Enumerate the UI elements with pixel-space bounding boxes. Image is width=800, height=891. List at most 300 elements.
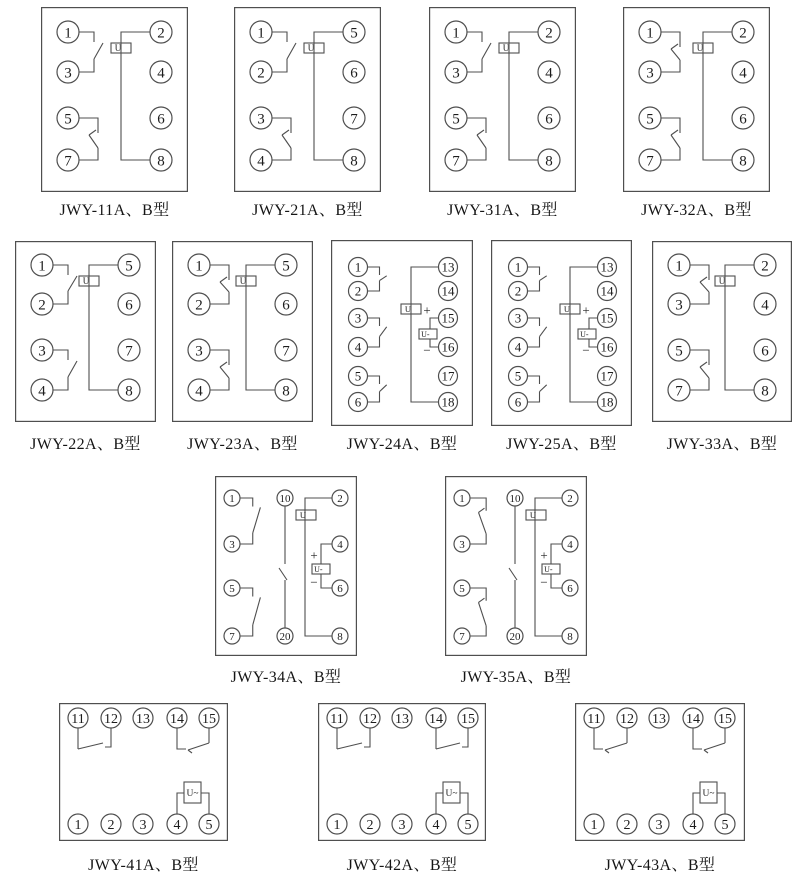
terminal-number: 5	[721, 817, 729, 833]
contact-blade	[700, 367, 709, 378]
terminal-number: 2	[354, 283, 362, 299]
contact-moving-lead	[79, 148, 98, 160]
terminal-number: 20	[509, 630, 521, 643]
terminal-number: 5	[229, 582, 235, 595]
contact-blade	[477, 135, 486, 148]
terminal-number: 6	[125, 297, 133, 314]
contact-blade	[68, 276, 77, 291]
terminal-number: 7	[125, 343, 133, 360]
terminal-number: 2	[107, 817, 115, 833]
terminal-number: 3	[195, 343, 203, 360]
relay-diagram-jwy23	[172, 241, 313, 427]
contact-moving-lead	[53, 377, 68, 390]
contact-arrow	[282, 130, 289, 135]
contact-arrow	[220, 277, 227, 282]
terminal-number: 13	[600, 259, 614, 275]
terminal-number: 5	[205, 817, 213, 833]
contact-moving-lead	[467, 59, 482, 72]
diagram-title: JWY-23A、B型	[187, 436, 298, 453]
diagram-title: JWY-33A、B型	[666, 436, 778, 453]
terminal-number: 8	[350, 153, 358, 170]
diagram-canvas	[331, 240, 473, 426]
contact-arrow	[700, 277, 707, 282]
terminal-number: 5	[125, 258, 133, 275]
contact-blade	[380, 276, 387, 281]
contact-blade	[704, 743, 725, 750]
contact-fixed-lead	[528, 267, 540, 275]
coil-label: U~	[445, 788, 458, 799]
aux-wire-top	[551, 544, 562, 564]
terminal-number: 5	[452, 111, 460, 128]
contact-blade	[253, 507, 261, 533]
contact-moving-lead	[210, 378, 229, 390]
coil-label: U	[82, 276, 90, 287]
contact-blade	[540, 385, 547, 392]
contact-blade	[540, 276, 547, 281]
diagram-canvas	[172, 241, 313, 422]
terminal-number: 11	[587, 711, 601, 727]
diagram-title: JWY-21A、B型	[252, 202, 363, 219]
terminal-number: 7	[459, 630, 465, 643]
contact-arrow	[700, 362, 707, 367]
terminal-number: 1	[74, 817, 82, 833]
contact-moving-lead	[240, 533, 253, 544]
coil-label: U	[696, 43, 704, 54]
terminal-number: 5	[464, 817, 472, 833]
plus-sign: +	[540, 547, 548, 563]
diagram-title: JWY-25A、B型	[506, 436, 617, 453]
minus-sign: −	[540, 574, 548, 590]
diagram-canvas	[445, 476, 587, 656]
terminal-number: 3	[655, 817, 663, 833]
diagram-canvas	[652, 241, 792, 422]
relay-diagram-jwy33	[652, 241, 792, 427]
minus-sign: −	[310, 574, 318, 590]
contact-fixed-lead	[272, 32, 287, 42]
relay-diagram-jwy41	[59, 703, 228, 846]
plus-sign: +	[423, 302, 431, 318]
terminal-number: 13	[136, 711, 150, 727]
contact-arrow	[188, 750, 192, 753]
terminal-number: 6	[157, 111, 165, 128]
terminal-number: 2	[257, 65, 265, 82]
aux-wire-top	[589, 318, 598, 329]
relay-diagram-jwy34	[215, 476, 357, 661]
terminal-number: 15	[600, 310, 614, 326]
diagram-title: JWY-43A、B型	[604, 857, 716, 874]
relay-diagram-jwy31	[429, 7, 576, 197]
coil-wire-left	[177, 793, 184, 814]
relay-diagram-jwy32	[623, 7, 770, 197]
terminal-number: 11	[330, 711, 344, 727]
coil-label: U	[502, 43, 510, 54]
terminal-number: 15	[718, 711, 732, 727]
terminal-number: 8	[282, 383, 290, 400]
terminal-number: 3	[398, 817, 406, 833]
terminal-number: 4	[354, 339, 362, 355]
terminal-number: 5	[459, 582, 465, 595]
relay-diagram-jwy22	[15, 241, 156, 427]
contact-fixed-lead	[79, 32, 94, 42]
contact-moving-lead	[368, 281, 380, 291]
terminal-number: 14	[600, 283, 614, 299]
coil-label: U	[239, 276, 247, 287]
terminal-number: 4	[257, 153, 265, 170]
terminal-number: 4	[545, 65, 553, 82]
terminal-number: 12	[363, 711, 377, 727]
terminal-number: 15	[461, 711, 475, 727]
contact-fixed-lead	[240, 588, 253, 597]
terminal-number: 3	[139, 817, 147, 833]
terminal-number: 3	[354, 310, 362, 326]
aux-wire-bottom	[321, 574, 332, 588]
terminal-number: 4	[195, 383, 203, 400]
terminal-number: 2	[761, 258, 769, 275]
contact-arrow	[605, 750, 609, 753]
diagram-canvas	[491, 240, 632, 426]
contact-arrow	[479, 508, 485, 512]
contact-blade	[220, 367, 229, 378]
diagram-canvas	[234, 7, 381, 192]
terminal-number: 6	[739, 111, 747, 128]
terminal-number: 7	[64, 153, 72, 170]
diagram-title: JWY-32A、B型	[641, 202, 752, 219]
contact-blade	[89, 135, 98, 148]
terminal-number: 4	[739, 65, 747, 82]
contact-blade	[482, 43, 491, 59]
contact-moving-lead	[528, 337, 540, 347]
diagram-title: JWY-31A、B型	[447, 202, 558, 219]
terminal-number: 8	[761, 383, 769, 400]
relay-diagram-jwy11	[41, 7, 188, 197]
terminal-number: 5	[282, 258, 290, 275]
relay-diagram-jwy35	[445, 476, 587, 661]
terminal-number: 6	[514, 394, 522, 410]
coil-wire	[89, 265, 118, 390]
contact-moving-lead	[528, 281, 540, 291]
terminal-number: 5	[354, 368, 362, 384]
contact-moving-lead	[690, 378, 709, 390]
terminal-number: 8	[545, 153, 553, 170]
mid-switch-blade	[279, 568, 287, 580]
contact-fixed-lead	[368, 318, 380, 326]
terminal-number: 7	[282, 343, 290, 360]
terminal-number: 1	[675, 258, 683, 275]
terminal-number: 5	[675, 343, 683, 360]
relay-diagram-jwy42	[318, 703, 486, 846]
contact-moving-lead	[210, 292, 229, 304]
terminal-number: 1	[229, 492, 235, 505]
terminal-number: 4	[567, 538, 573, 551]
contact-moving-lead	[53, 291, 68, 304]
aux-wire-top	[430, 318, 439, 329]
coil-wire	[246, 265, 275, 390]
contact-moving-lead	[690, 292, 709, 304]
terminal-number: 3	[257, 111, 265, 128]
terminal-number: 3	[229, 538, 235, 551]
terminal-number: 16	[441, 339, 455, 355]
diagram-canvas	[575, 703, 745, 841]
terminal-number: 17	[600, 368, 614, 384]
terminal-number: 12	[104, 711, 118, 727]
contact-fixed-lead	[528, 318, 540, 326]
terminal-number: 11	[71, 711, 85, 727]
diagram-title: JWY-22A、B型	[30, 436, 141, 453]
coil-wire	[509, 32, 538, 160]
contact-blade	[78, 743, 103, 749]
diagram-title: JWY-42A、B型	[346, 857, 458, 874]
terminal-number: 14	[686, 711, 700, 727]
terminal-number: 2	[545, 25, 553, 42]
terminal-number: 15	[441, 310, 455, 326]
diagram-canvas	[41, 7, 188, 192]
terminal-number: 3	[675, 297, 683, 314]
minus-sign: −	[423, 342, 431, 358]
terminal-number: 1	[452, 25, 460, 42]
terminal-number: 4	[761, 297, 769, 314]
terminal-number: 6	[282, 297, 290, 314]
terminal-number: 8	[337, 630, 343, 643]
terminal-number: 13	[441, 259, 455, 275]
terminal-number: 4	[514, 339, 522, 355]
terminal-number: 8	[157, 153, 165, 170]
contact-blade	[220, 282, 229, 292]
terminal-number: 3	[64, 65, 72, 82]
contact-moving-lead	[661, 148, 680, 160]
terminal-number: 1	[257, 25, 265, 42]
terminal-number: 3	[646, 65, 654, 82]
contact-blade	[700, 282, 709, 292]
terminal-number: 1	[333, 817, 341, 833]
terminal-number: 12	[620, 711, 634, 727]
diagram-canvas	[623, 7, 770, 192]
coil-label: U	[114, 43, 122, 54]
contact-arrow	[671, 130, 678, 135]
terminal-number: 6	[761, 343, 769, 360]
contact-fixed-lead	[467, 32, 482, 42]
contact-blade	[479, 602, 487, 625]
terminal-number: 1	[646, 25, 654, 42]
plus-sign: +	[310, 547, 318, 563]
diagram-title: JWY-11A、B型	[59, 202, 170, 219]
contact-blade	[337, 743, 362, 749]
aux-wire-bottom	[589, 339, 598, 347]
terminal-number: 7	[675, 383, 683, 400]
terminal-number: 2	[195, 297, 203, 314]
contact-blade	[253, 597, 261, 625]
coil-wire	[703, 32, 732, 160]
terminal-number: 4	[337, 538, 343, 551]
terminal-number: 2	[567, 492, 573, 505]
contact-moving-lead	[467, 148, 486, 160]
coil-wire	[314, 32, 343, 160]
terminal-number: 7	[646, 153, 654, 170]
coil-label: U	[299, 509, 307, 520]
terminal-number: 3	[452, 65, 460, 82]
terminal-number: 1	[590, 817, 598, 833]
contact-blade	[671, 135, 680, 148]
terminal-number: 1	[38, 258, 46, 275]
terminal-number: 3	[514, 310, 522, 326]
coil-label: U-	[314, 564, 323, 574]
terminal-number: 18	[600, 394, 614, 410]
terminal-number: 6	[567, 582, 573, 595]
coil-label: U-	[580, 329, 589, 339]
relay-diagram-jwy24	[331, 240, 473, 431]
diagram-canvas	[318, 703, 486, 841]
plus-sign: +	[582, 302, 590, 318]
coil-label: U-	[544, 564, 553, 574]
terminal-number: 4	[38, 383, 46, 400]
coil-wire	[725, 265, 754, 390]
coil-label: U	[307, 43, 315, 54]
contact-blade	[282, 135, 291, 148]
terminal-number: 3	[38, 343, 46, 360]
relay-diagram-jwy21	[234, 7, 381, 197]
terminal-number: 5	[646, 111, 654, 128]
terminal-number: 8	[739, 153, 747, 170]
contact-blade	[94, 43, 103, 59]
coil-wire-right	[717, 793, 725, 814]
contact-moving-lead	[470, 626, 486, 636]
contact-blade	[479, 512, 487, 533]
terminal-number: 8	[567, 630, 573, 643]
relay-diagram-jwy25	[491, 240, 632, 431]
contact-moving-lead	[272, 59, 287, 72]
contact-arrow	[671, 44, 678, 49]
terminal-number: 5	[514, 368, 522, 384]
contact-moving-lead	[470, 534, 486, 544]
contact-moving-lead	[272, 148, 291, 160]
terminal-number: 14	[429, 711, 443, 727]
coil-wire-right	[460, 793, 468, 814]
terminal-number: 2	[157, 25, 165, 42]
contact-blade	[436, 743, 460, 749]
coil-label: U	[529, 509, 537, 520]
terminal-number: 4	[432, 817, 440, 833]
terminal-number: 4	[689, 817, 697, 833]
terminal-number: 10	[509, 492, 521, 505]
contact-fixed-lead	[368, 376, 380, 384]
contact-blade	[287, 43, 296, 59]
contact-arrow	[479, 598, 485, 602]
contact-moving-lead	[368, 337, 380, 347]
coil-label: U~	[186, 788, 199, 799]
coil-wire-left	[693, 793, 700, 814]
coil-wire-left	[436, 793, 443, 814]
terminal-number: 20	[279, 630, 291, 643]
coil-label: U	[718, 276, 726, 287]
diagram-title: JWY-24A、B型	[346, 436, 458, 453]
contact-blade	[380, 327, 387, 337]
terminal-number: 2	[623, 817, 631, 833]
terminal-number: 6	[350, 65, 358, 82]
minus-sign: −	[582, 342, 590, 358]
contact-moving-lead	[462, 728, 468, 747]
mid-switch-blade	[509, 568, 517, 580]
terminal-number: 1	[64, 25, 72, 42]
contact-fixed-lead	[693, 728, 702, 749]
coil-label: U-	[421, 329, 430, 339]
contact-moving-lead	[364, 728, 370, 747]
diagram-canvas	[429, 7, 576, 192]
terminal-number: 1	[354, 259, 362, 275]
contact-moving-lead	[240, 625, 253, 636]
contact-moving-lead	[79, 59, 94, 72]
terminal-number: 1	[459, 492, 465, 505]
contact-moving-lead	[368, 392, 380, 402]
diagram-title: JWY-34A、B型	[230, 669, 342, 686]
contact-arrow	[89, 130, 96, 135]
terminal-number: 7	[350, 111, 358, 128]
contact-moving-lead	[528, 392, 540, 402]
diagram-title: JWY-41A、B型	[88, 857, 199, 874]
coil-label: U	[563, 303, 571, 314]
diagram-title: JWY-35A、B型	[460, 669, 572, 686]
terminal-number: 7	[452, 153, 460, 170]
contact-fixed-lead	[240, 498, 253, 507]
contact-fixed-lead	[53, 350, 68, 360]
contact-arrow	[477, 130, 484, 135]
terminal-number: 15	[202, 711, 216, 727]
terminal-number: 2	[739, 25, 747, 42]
terminal-number: 5	[64, 111, 72, 128]
terminal-number: 8	[125, 383, 133, 400]
contact-fixed-lead	[594, 728, 603, 749]
contact-arrow	[704, 750, 708, 753]
diagram-canvas	[215, 476, 357, 656]
terminal-number: 13	[395, 711, 409, 727]
terminal-number: 16	[600, 339, 614, 355]
coil-label: U	[404, 303, 412, 314]
terminal-number: 18	[441, 394, 455, 410]
terminal-number: 4	[157, 65, 165, 82]
contact-moving-lead	[105, 728, 111, 747]
terminal-number: 4	[173, 817, 181, 833]
terminal-number: 10	[279, 492, 291, 505]
contact-fixed-lead	[528, 376, 540, 384]
aux-wire-bottom	[430, 339, 439, 347]
terminal-number: 2	[514, 283, 522, 299]
contact-blade	[671, 49, 680, 60]
terminal-number: 1	[514, 259, 522, 275]
coil-wire	[121, 32, 150, 160]
terminal-number: 7	[229, 630, 235, 643]
contact-blade	[605, 743, 627, 750]
terminal-number: 13	[652, 711, 666, 727]
terminal-number: 5	[350, 25, 358, 42]
terminal-number: 2	[38, 297, 46, 314]
contact-fixed-lead	[368, 267, 380, 275]
terminal-number: 2	[337, 492, 343, 505]
contact-fixed-lead	[53, 265, 68, 275]
terminal-number: 14	[441, 283, 455, 299]
contact-blade	[68, 361, 77, 377]
terminal-number: 6	[354, 394, 362, 410]
terminal-number: 14	[170, 711, 184, 727]
coil-wire-right	[201, 793, 209, 814]
contact-arrow	[220, 362, 227, 367]
terminal-number: 17	[441, 368, 455, 384]
contact-fixed-lead	[177, 728, 186, 749]
relay-diagram-jwy43	[575, 703, 745, 846]
coil-label: U~	[702, 788, 715, 799]
contact-blade	[188, 743, 209, 750]
aux-wire-top	[321, 544, 332, 564]
diagram-canvas	[59, 703, 228, 841]
terminal-number: 3	[459, 538, 465, 551]
terminal-number: 1	[195, 258, 203, 275]
